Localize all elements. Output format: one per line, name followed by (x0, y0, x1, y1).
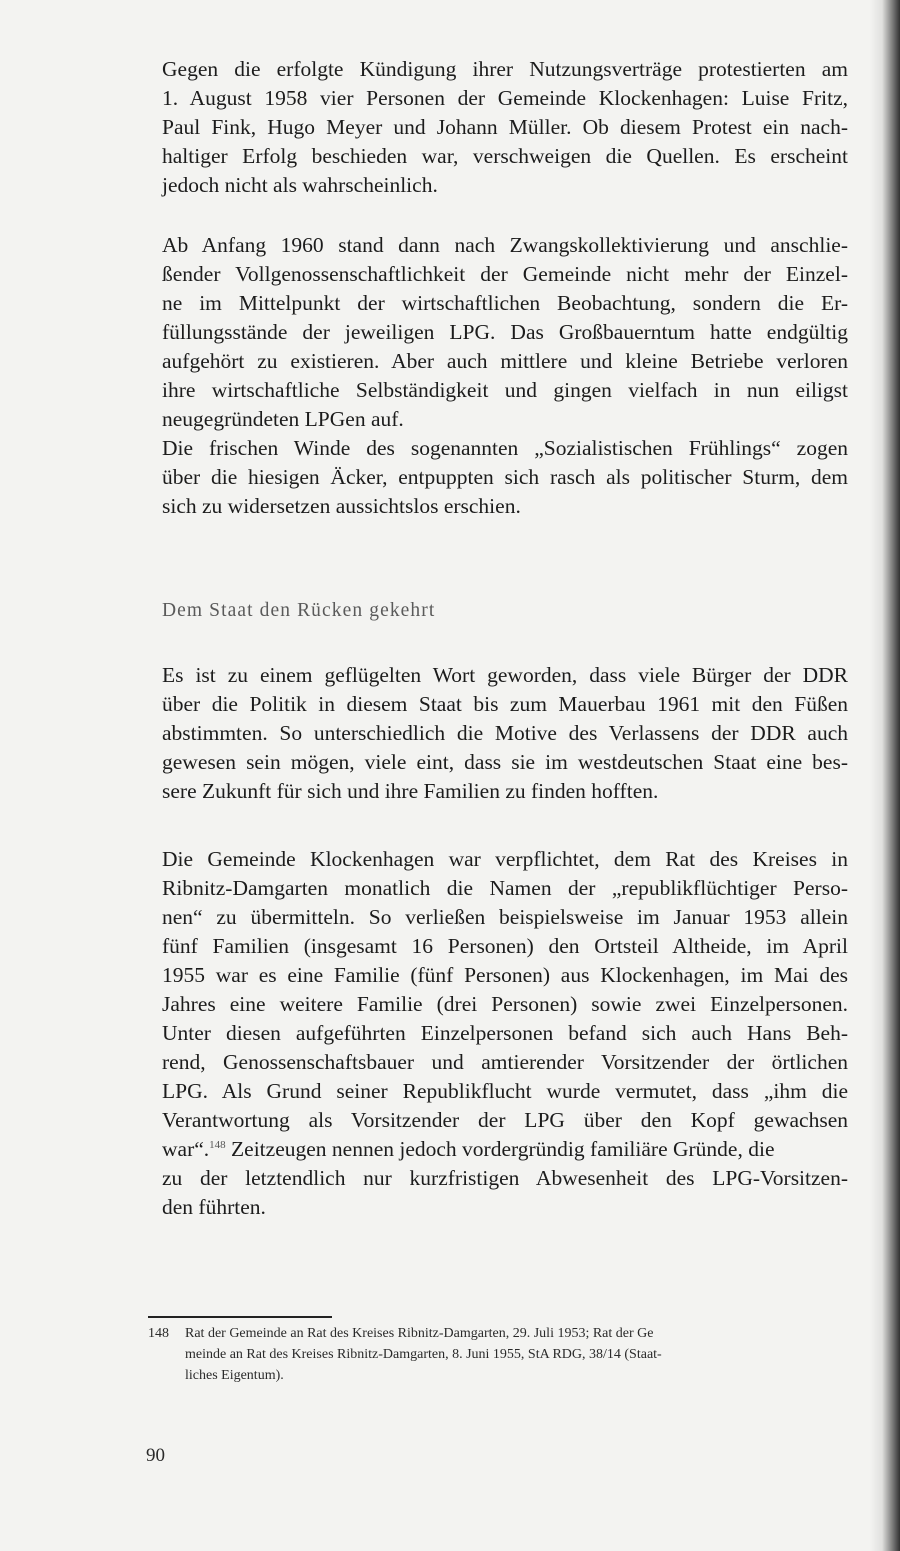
text-line: neugegründeten LPGen auf. (162, 407, 404, 431)
text-line: Die frischen Winde des sogenannten „Sozialistischen Frühlings“ zogen (162, 436, 848, 460)
text-line: ßender Vollgenossenschaftlichkeit der Gemeinde nicht mehr der Einzel- (162, 262, 848, 286)
text-line: Verantwortung als Vorsitzender der LPG über den Kopf gewachsen (162, 1108, 848, 1132)
text-line: über die Politik in diesem Staat bis zum Mauerbau 1961 mit den Füßen (162, 692, 848, 716)
text-line: sich zu widersetzen aussichtslos erschien. (162, 494, 521, 518)
paragraph-collectivization (162, 231, 848, 521)
footnote-separator (148, 1316, 332, 1318)
text-line: aufgehört zu existieren. Aber auch mittlere und kleine Betriebe verloren (162, 349, 848, 373)
paragraph-klockenhagen (162, 845, 848, 1222)
text-line: gewesen sein mögen, viele eint, dass sie im westdeutschen Staat eine bes- (162, 750, 848, 774)
text-line: Paul Fink, Hugo Meyer und Johann Müller. Ob diesem Protest ein nach- (162, 115, 848, 139)
page-edge-shadow (870, 0, 900, 1551)
footnote-line: meinde an Rat des Kreises Ribnitz-Damgarten, 8. Juni 1955, StA RDG, 38/14 (Staat- (185, 1347, 662, 1362)
text-line: Gegen die erfolgte Kündigung ihrer Nutzungsverträge protestierten am (162, 57, 848, 81)
paragraph-protest (162, 55, 848, 200)
page-number: 90 (146, 1445, 165, 1466)
section-heading: Dem Staat den Rücken gekehrt (162, 600, 436, 621)
text-line: Unter diesen aufgeführten Einzelpersonen befand sich auch Hans Beh- (162, 1021, 848, 1045)
footnote-number: 148 (148, 1326, 169, 1341)
footnote-line: liches Eigentum). (185, 1368, 284, 1383)
footnote-marker[interactable]: 148 (209, 1139, 226, 1151)
text-line: Ab Anfang 1960 stand dann nach Zwangskollektivierung und anschlie- (162, 233, 848, 257)
text-line: Die Gemeinde Klockenhagen war verpflichtet, dem Rat des Kreises in (162, 847, 848, 871)
text-line: haltiger Erfolg beschieden war, verschweigen die Quellen. Es erscheint (162, 144, 848, 168)
paragraph-emigration (162, 661, 848, 806)
text-line: nen“ zu übermitteln. So verließen beispielsweise im Januar 1953 allein (162, 905, 848, 929)
text-line: 1955 war es eine Familie (fünf Personen) aus Klockenhagen, im Mai des (162, 963, 848, 987)
text-line: Ribnitz-Damgarten monatlich die Namen der „republikflüchtiger Perso- (162, 876, 848, 900)
text-line: fünf Familien (insgesamt 16 Personen) den Ortsteil Altheide, im April (162, 934, 848, 958)
footnote (148, 1323, 828, 1386)
text-line-with-footnote (162, 1135, 848, 1164)
text-fragment: Zeitzeugen nennen jedoch vordergründig familiäre Gründe, die (225, 1137, 775, 1161)
text-line: jedoch nicht als wahrscheinlich. (162, 173, 438, 197)
text-fragment: war“. (162, 1137, 210, 1161)
text-line: über die hiesigen Äcker, entpuppten sich rasch als politischer Sturm, dem (162, 465, 848, 489)
text-line: rend, Genossenschaftsbauer und amtierender Vorsitzender der örtlichen (162, 1050, 848, 1074)
text-line: abstimmten. So unterschiedlich die Motive des Verlassens der DDR auch (162, 721, 848, 745)
text-line: den führten. (162, 1195, 266, 1219)
footnote-line (148, 1323, 828, 1344)
text-line: ne im Mittelpunkt der wirtschaftlichen Beobachtung, sondern die Er- (162, 291, 848, 315)
text-line: Jahres eine weitere Familie (drei Personen) sowie zwei Einzelpersonen. (162, 992, 848, 1016)
text-line: sere Zukunft für sich und ihre Familien zu finden hofften. (162, 779, 659, 803)
text-line: Es ist zu einem geflügelten Wort geworden, dass viele Bürger der DDR (162, 663, 848, 687)
text-line: LPG. Als Grund seiner Republikflucht wurde vermutet, dass „ihm die (162, 1079, 848, 1103)
text-line: 1. August 1958 vier Personen der Gemeinde Klockenhagen: Luise Fritz, (162, 86, 848, 110)
text-line: zu der letztendlich nur kurzfristigen Abwesenheit des LPG-Vorsitzen- (162, 1166, 848, 1190)
text-line: füllungsstände der jeweiligen LPG. Das Großbauerntum hatte endgültig (162, 320, 848, 344)
text-line: ihre wirtschaftliche Selbständigkeit und gingen vielfach in nun eiligst (162, 378, 848, 402)
footnote-text: Rat der Gemeinde an Rat des Kreises Ribnitz-Damgarten, 29. Juli 1953; Rat der Ge (185, 1326, 654, 1341)
